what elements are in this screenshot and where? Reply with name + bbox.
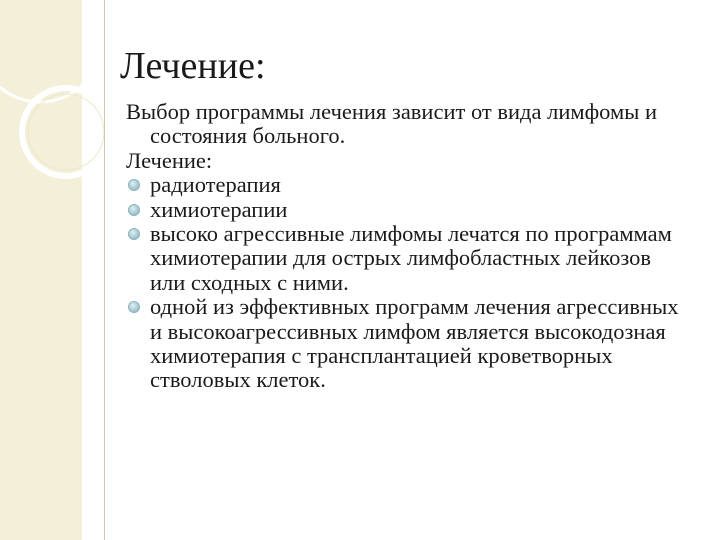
bullet-item-high-dose-therapy bbox=[126, 295, 686, 393]
bullet-text: химиотерапии bbox=[150, 196, 288, 222]
intro-paragraph: Выбор программы лечения зависит от вида лимфомы и состояния больного. bbox=[126, 99, 658, 149]
bullet-text: радиотерапия bbox=[150, 172, 281, 198]
bullet-item-chemotherapy bbox=[126, 198, 686, 222]
bullet-icon bbox=[128, 228, 140, 240]
bullet-icon bbox=[128, 179, 140, 191]
bullet-icon bbox=[128, 204, 140, 216]
slide-content bbox=[126, 100, 686, 393]
bullet-icon bbox=[128, 301, 140, 313]
subheading: Лечение: bbox=[126, 147, 213, 173]
bullet-item-radiotherapy bbox=[126, 173, 686, 197]
vertical-divider bbox=[104, 0, 105, 540]
ring-small bbox=[22, 88, 110, 176]
bullet-item-aggressive-lymphomas bbox=[126, 222, 686, 295]
bullet-text: высоко агрессивные лимфомы лечатся по программам химиотерапии для острых лимфобластных лейкозов или сходных с ними. bbox=[150, 221, 672, 295]
bullet-list bbox=[126, 173, 686, 393]
ring-small-inner bbox=[28, 94, 104, 170]
slide-title: Лечение: bbox=[120, 45, 266, 87]
bullet-text: одной из эффективных программ лечения агрессивных и высокоагрессивных лимфом является высокодозная химиотерапия с трансплантацией кроветворных стволовых клеток. bbox=[150, 294, 679, 393]
ring-large bbox=[0, 0, 102, 102]
